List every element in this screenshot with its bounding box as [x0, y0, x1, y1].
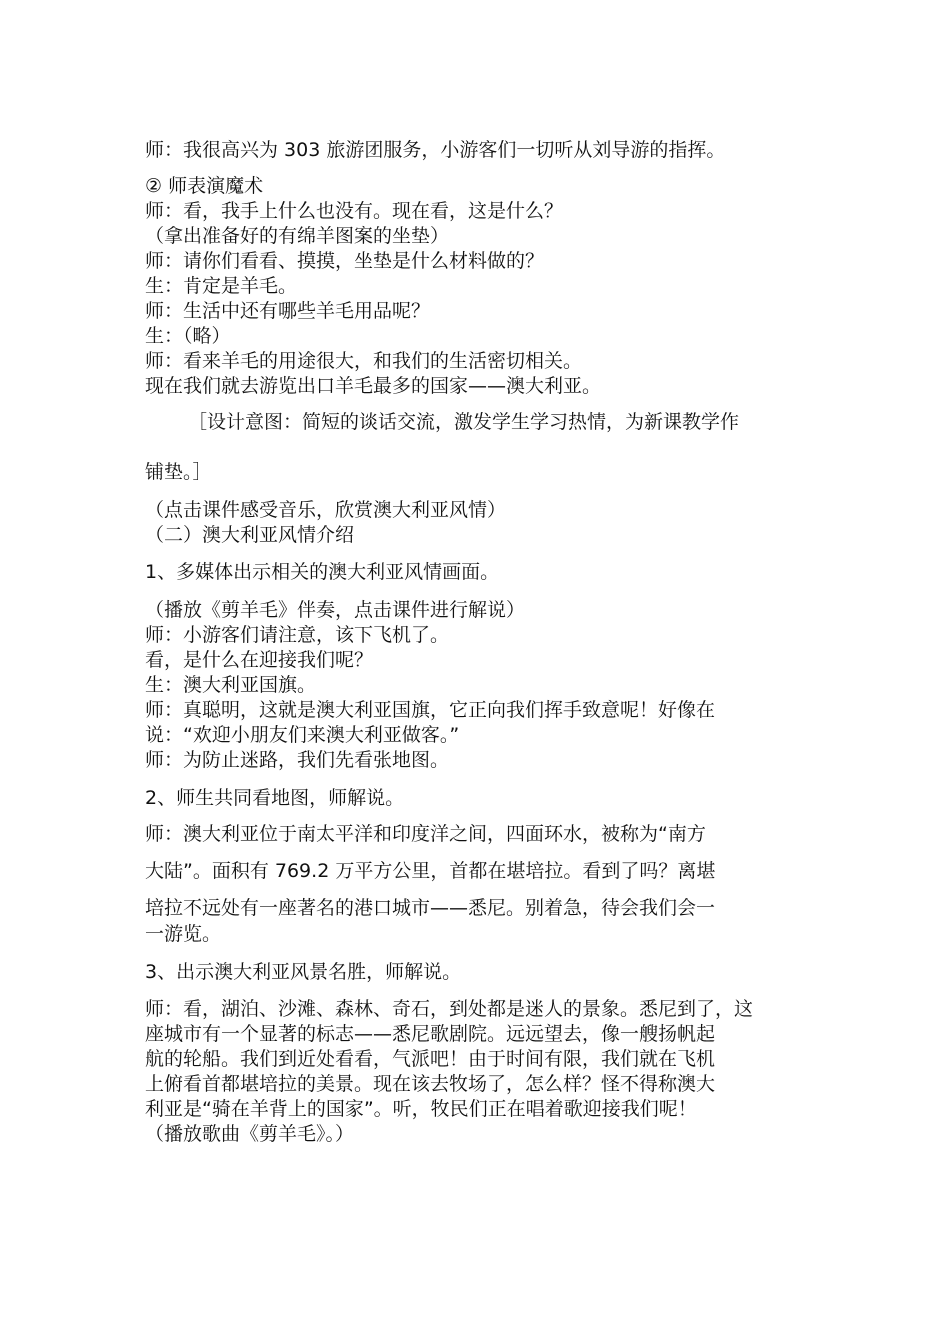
text-line: 座城市有一个显著的标志——悉尼歌剧院。远远望去，像一艘扬帆起: [145, 1023, 716, 1045]
text-line: 师：生活中还有哪些羊毛用品呢？: [145, 300, 431, 322]
text-line: 师：看，湖泊、沙滩、森林、奇石，到处都是迷人的景象。悉尼到了，这: [145, 998, 754, 1020]
text-line: （二）澳大利亚风情介绍: [145, 524, 355, 546]
text-line: ② 师表演魔术: [145, 175, 264, 197]
text-line: 生：（略）: [145, 325, 231, 347]
text-line: 生：澳大利亚国旗。: [145, 674, 317, 696]
text-line: 师：小游客们请注意，该下飞机了。: [145, 624, 450, 646]
text-line: 2、师生共同看地图，师解说。: [145, 787, 405, 809]
text-line: 师：我很高兴为 303 旅游团服务，小游客们一切听从刘导游的指挥。: [145, 139, 726, 161]
text-line: （播放歌曲《剪羊毛》。）: [145, 1123, 355, 1145]
text-line: 师：真聪明，这就是澳大利亚国旗，它正向我们挥手致意呢！好像在: [145, 699, 716, 721]
text-line: 说：“欢迎小朋友们来澳大利亚做客。”: [145, 724, 460, 746]
text-line: 3、出示澳大利亚风景名胜，师解说。: [145, 961, 462, 983]
text-line: 师：看来羊毛的用途很大，和我们的生活密切相关。: [145, 350, 583, 372]
text-line: ［设计意图：简短的谈话交流，激发学生学习热情，为新课教学作: [188, 411, 740, 433]
text-line: 师：看，我手上什么也没有。现在看，这是什么？: [145, 200, 564, 222]
text-line: 师：请你们看看、摸摸，坐垫是什么材料做的？: [145, 250, 545, 272]
text-line: 上俯看首都堪培拉的美景。现在该去牧场了，怎么样？怪不得称澳大: [145, 1073, 716, 1095]
text-line: 铺垫。］: [145, 461, 212, 483]
text-line: （点击课件感受音乐，欣赏澳大利亚风情）: [145, 499, 507, 521]
text-line: （拿出准备好的有绵羊图案的坐垫）: [145, 225, 450, 247]
text-line: 大陆”。面积有 769.2 万平方公里，首都在堪培拉。看到了吗？离堪: [145, 860, 716, 882]
text-line: 师：为防止迷路，我们先看张地图。: [145, 749, 450, 771]
text-line: 一游览。: [145, 923, 222, 945]
text-line: （播放《剪羊毛》伴奏，点击课件进行解说）: [145, 599, 526, 621]
text-line: 生：肯定是羊毛。: [145, 275, 298, 297]
text-line: 1、多媒体出示相关的澳大利亚风情画面。: [145, 561, 500, 583]
text-line: 师：澳大利亚位于南太平洋和印度洋之间，四面环水，被称为“南方: [145, 823, 706, 845]
text-line: 看，是什么在迎接我们呢？: [145, 649, 374, 671]
text-line: 现在我们就去游览出口羊毛最多的国家——澳大利亚。: [145, 375, 602, 397]
text-line: 培拉不远处有一座著名的港口城市——悉尼。别着急，待会我们会一: [145, 897, 716, 919]
text-line: 利亚是“骑在羊背上的国家”。听，牧民们正在唱着歌迎接我们呢！: [145, 1098, 697, 1120]
text-line: 航的轮船。我们到近处看看，气派吧！由于时间有限，我们就在飞机: [145, 1048, 716, 1070]
